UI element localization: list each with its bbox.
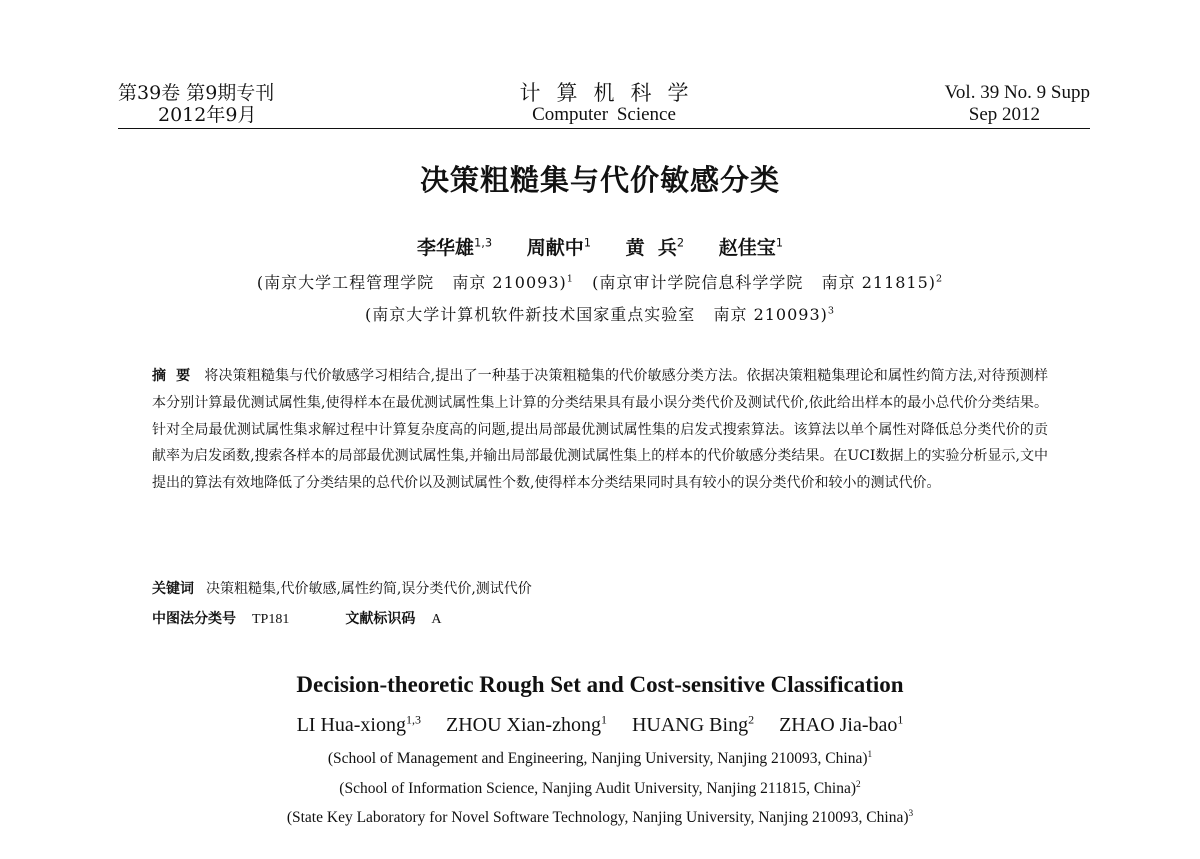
doc-code-value: A xyxy=(431,612,442,627)
author-zh: 黄 兵$^2$ xyxy=(625,235,685,259)
authors-en xyxy=(0,714,1200,737)
affiliation-en-3: (State Key Laboratory for Novel Software Technology, Nanjing University, Nanjing 210093, China)$^3$ xyxy=(286,808,914,826)
author-en: ZHOU Xian-zhong$^1$ xyxy=(446,712,607,736)
journal-name-en: Computer Science xyxy=(532,104,676,125)
keywords-label: 关键词 xyxy=(152,581,194,597)
authors-zh xyxy=(0,233,1200,260)
header-right xyxy=(945,82,1090,126)
abstract-label: 摘 要 xyxy=(152,368,191,384)
classification-value: TP181 xyxy=(252,612,290,627)
author-en: HUANG Bing$^2$ xyxy=(631,712,755,736)
author-zh: 赵佳宝$^1$ xyxy=(718,235,784,259)
paper-title-en: Decision-theoretic Rough Set and Cost-sensitive Classification xyxy=(296,672,904,697)
journal-name-zh: 计算机科学 xyxy=(519,81,705,105)
abstract-text: 将决策粗糙集与代价敏感学习相结合,提出了一种基于决策粗糙集的代价敏感分类方法。依据决策粗糙集理论和属性约简方法,对待预测样本分别计算最优测试属性集,使得样本在最优测试属性集上计算的分类结果具有最小误分类代价及测试代价,依此给出样本的最小总代价分类结果。针对全局最优测试属性集求解过程中计算复杂度高的问题,提出局部最优测试属性集的启发式搜索算法。该算法以单个属性对降低总分类代价的贡献率为启发函数,搜索各样本的局部最优测试属性集,并输出局部最优测试属性集上的样本的代价敏感分类结果。在UCI数据上的实验分析显示,文中提出的算法有效地降低了分类结果的总代价以及测试属性个数,使得样本分类结果同时具有较小的误分类代价和较小的测试代价。 xyxy=(152,368,1049,492)
volume-zh: 第39卷 第9期专刊 xyxy=(118,82,275,104)
date-en: Sep 2012 xyxy=(968,104,1040,125)
paper-title-zh: 决策粗糙集与代价敏感分类 xyxy=(419,163,780,197)
doc-code-label: 文献标识码 xyxy=(345,611,416,627)
affiliation-en-1: (School of Management and Engineering, Nanjing University, Nanjing 210093, China)$^1$ xyxy=(327,749,873,767)
keywords xyxy=(152,578,532,598)
author-zh: 周献中$^1$ xyxy=(526,235,592,259)
author-zh: 李华雄$^{1,3}$ xyxy=(416,235,493,259)
classification-label: 中图法分类号 xyxy=(152,611,236,627)
date-zh: 2012年9月 xyxy=(158,104,257,126)
volume-en: Vol. 39 No. 9 Supp xyxy=(944,82,1090,103)
author-en: LI Hua-xiong$^{1,3}$ xyxy=(296,712,421,736)
journal-header xyxy=(118,82,1090,129)
keywords-text: 决策粗糙集,代价敏感,属性约简,误分类代价,测试代价 xyxy=(206,581,532,597)
classification xyxy=(152,608,441,628)
author-en: ZHAO Jia-bao$^1$ xyxy=(779,712,904,736)
affiliations-zh-line1: (南京大学工程管理学院 南京 210093)$^1$ (南京审计学院信息科学学院 南京 211815)$^2$ xyxy=(256,273,944,292)
abstract xyxy=(152,363,1048,497)
affiliation-en-2: (School of Information Science, Nanjing Audit University, Nanjing 211815, China)$^2$ xyxy=(339,779,861,797)
affiliations-zh-line2: (南京大学计算机软件新技术国家重点实验室 南京 210093)$^3$ xyxy=(364,305,836,324)
